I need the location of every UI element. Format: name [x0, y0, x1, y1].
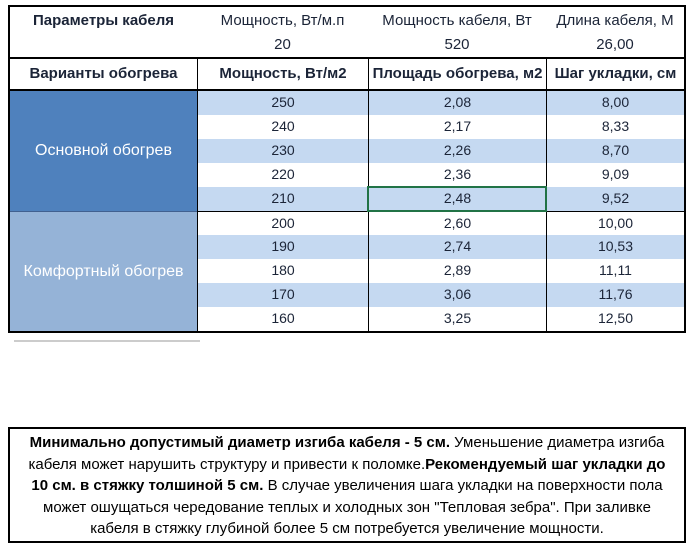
note-segment: Минимально допустимый диаметр изгиба кабеля - 5 см. [29, 434, 451, 451]
table-cell[interactable]: 9,09 [546, 163, 684, 187]
table-cell[interactable]: 12,50 [546, 307, 684, 331]
param-label: Длина кабеля, М [556, 12, 674, 29]
table-cell[interactable]: 230 [197, 139, 368, 163]
table-cell[interactable]: 2,26 [368, 139, 546, 163]
note-box[interactable] [8, 427, 686, 543]
table-cell[interactable]: 3,25 [368, 307, 546, 331]
column-header-step[interactable]: Шаг укладки, см [546, 57, 684, 91]
table-cell[interactable]: 11,76 [546, 283, 684, 307]
column-header-area[interactable]: Площадь обогрева, м2 [368, 57, 546, 91]
table-cell[interactable]: 220 [197, 163, 368, 187]
table-cell[interactable]: 2,08 [368, 91, 546, 115]
table-cell[interactable]: 8,33 [546, 115, 684, 139]
table-cell[interactable]: 210 [197, 187, 368, 211]
table-cell[interactable]: 10,53 [546, 235, 684, 259]
table-cell[interactable]: 180 [197, 259, 368, 283]
group-label: Основной обогрев [35, 142, 172, 159]
note-segment: Рекомендуемый шаг укладки до 10 см. в стяжку толшиной 5 см. [31, 455, 666, 494]
param-value: 20 [274, 36, 291, 53]
column-header-variants[interactable]: Варианты обогрева [10, 57, 197, 91]
table-cell[interactable]: 200 [197, 211, 368, 235]
table-cell[interactable]: 170 [197, 283, 368, 307]
table-cell[interactable]: 2,89 [368, 259, 546, 283]
table-cell[interactable]: 8,00 [546, 91, 684, 115]
table-cell[interactable]: 2,36 [368, 163, 546, 187]
table-cell[interactable]: 10,00 [546, 211, 684, 235]
table-cell[interactable]: 190 [197, 235, 368, 259]
table-shadow-line [14, 340, 200, 342]
group-cell-comfort-heating[interactable] [10, 211, 197, 331]
table-cell[interactable]: 3,06 [368, 283, 546, 307]
param-value: 26,00 [596, 36, 634, 53]
column-header-power[interactable]: Мощность, Вт/м2 [197, 57, 368, 91]
params-title: Параметры кабеля [32, 12, 175, 29]
param-value: 520 [444, 36, 470, 53]
param-label: Мощность, Вт/м.п [220, 12, 345, 29]
group-cell-primary-heating[interactable] [10, 91, 197, 211]
params-title-cell[interactable] [10, 7, 197, 57]
table-cell[interactable]: 160 [197, 307, 368, 331]
note-segment: Уменьшение диаметра изгиба кабеля может нарушить структуру и привести к поломке. [28, 434, 665, 473]
cable-parameters-table [8, 5, 686, 333]
table-cell[interactable]: 2,74 [368, 235, 546, 259]
table-cell[interactable]: 9,52 [546, 187, 684, 211]
param-label: Мощность кабеля, Вт [382, 12, 532, 29]
table-cell[interactable]: 250 [197, 91, 368, 115]
table-cell[interactable]: 2,17 [368, 115, 546, 139]
table-cell[interactable]: 240 [197, 115, 368, 139]
param-cell-power-per-meter[interactable] [197, 7, 368, 57]
table-cell[interactable]: 8,70 [546, 139, 684, 163]
table-cell[interactable]: 11,11 [546, 259, 684, 283]
param-cell-cable-power[interactable] [368, 7, 546, 57]
group-label: Комфортный обогрев [23, 262, 184, 280]
table-cell[interactable]: 2,60 [368, 211, 546, 235]
param-cell-cable-length[interactable] [546, 7, 684, 57]
selected-cell[interactable]: 2,48 [368, 187, 546, 211]
note-segment: В случае увеличения шага укладки на поверхности пола может ошущаться чередование теплых и холодных зон "Тепловая зебра". При заливке кабеля в стяжку глубиной более 5 см потребуется увеличение мощности. [43, 477, 663, 537]
